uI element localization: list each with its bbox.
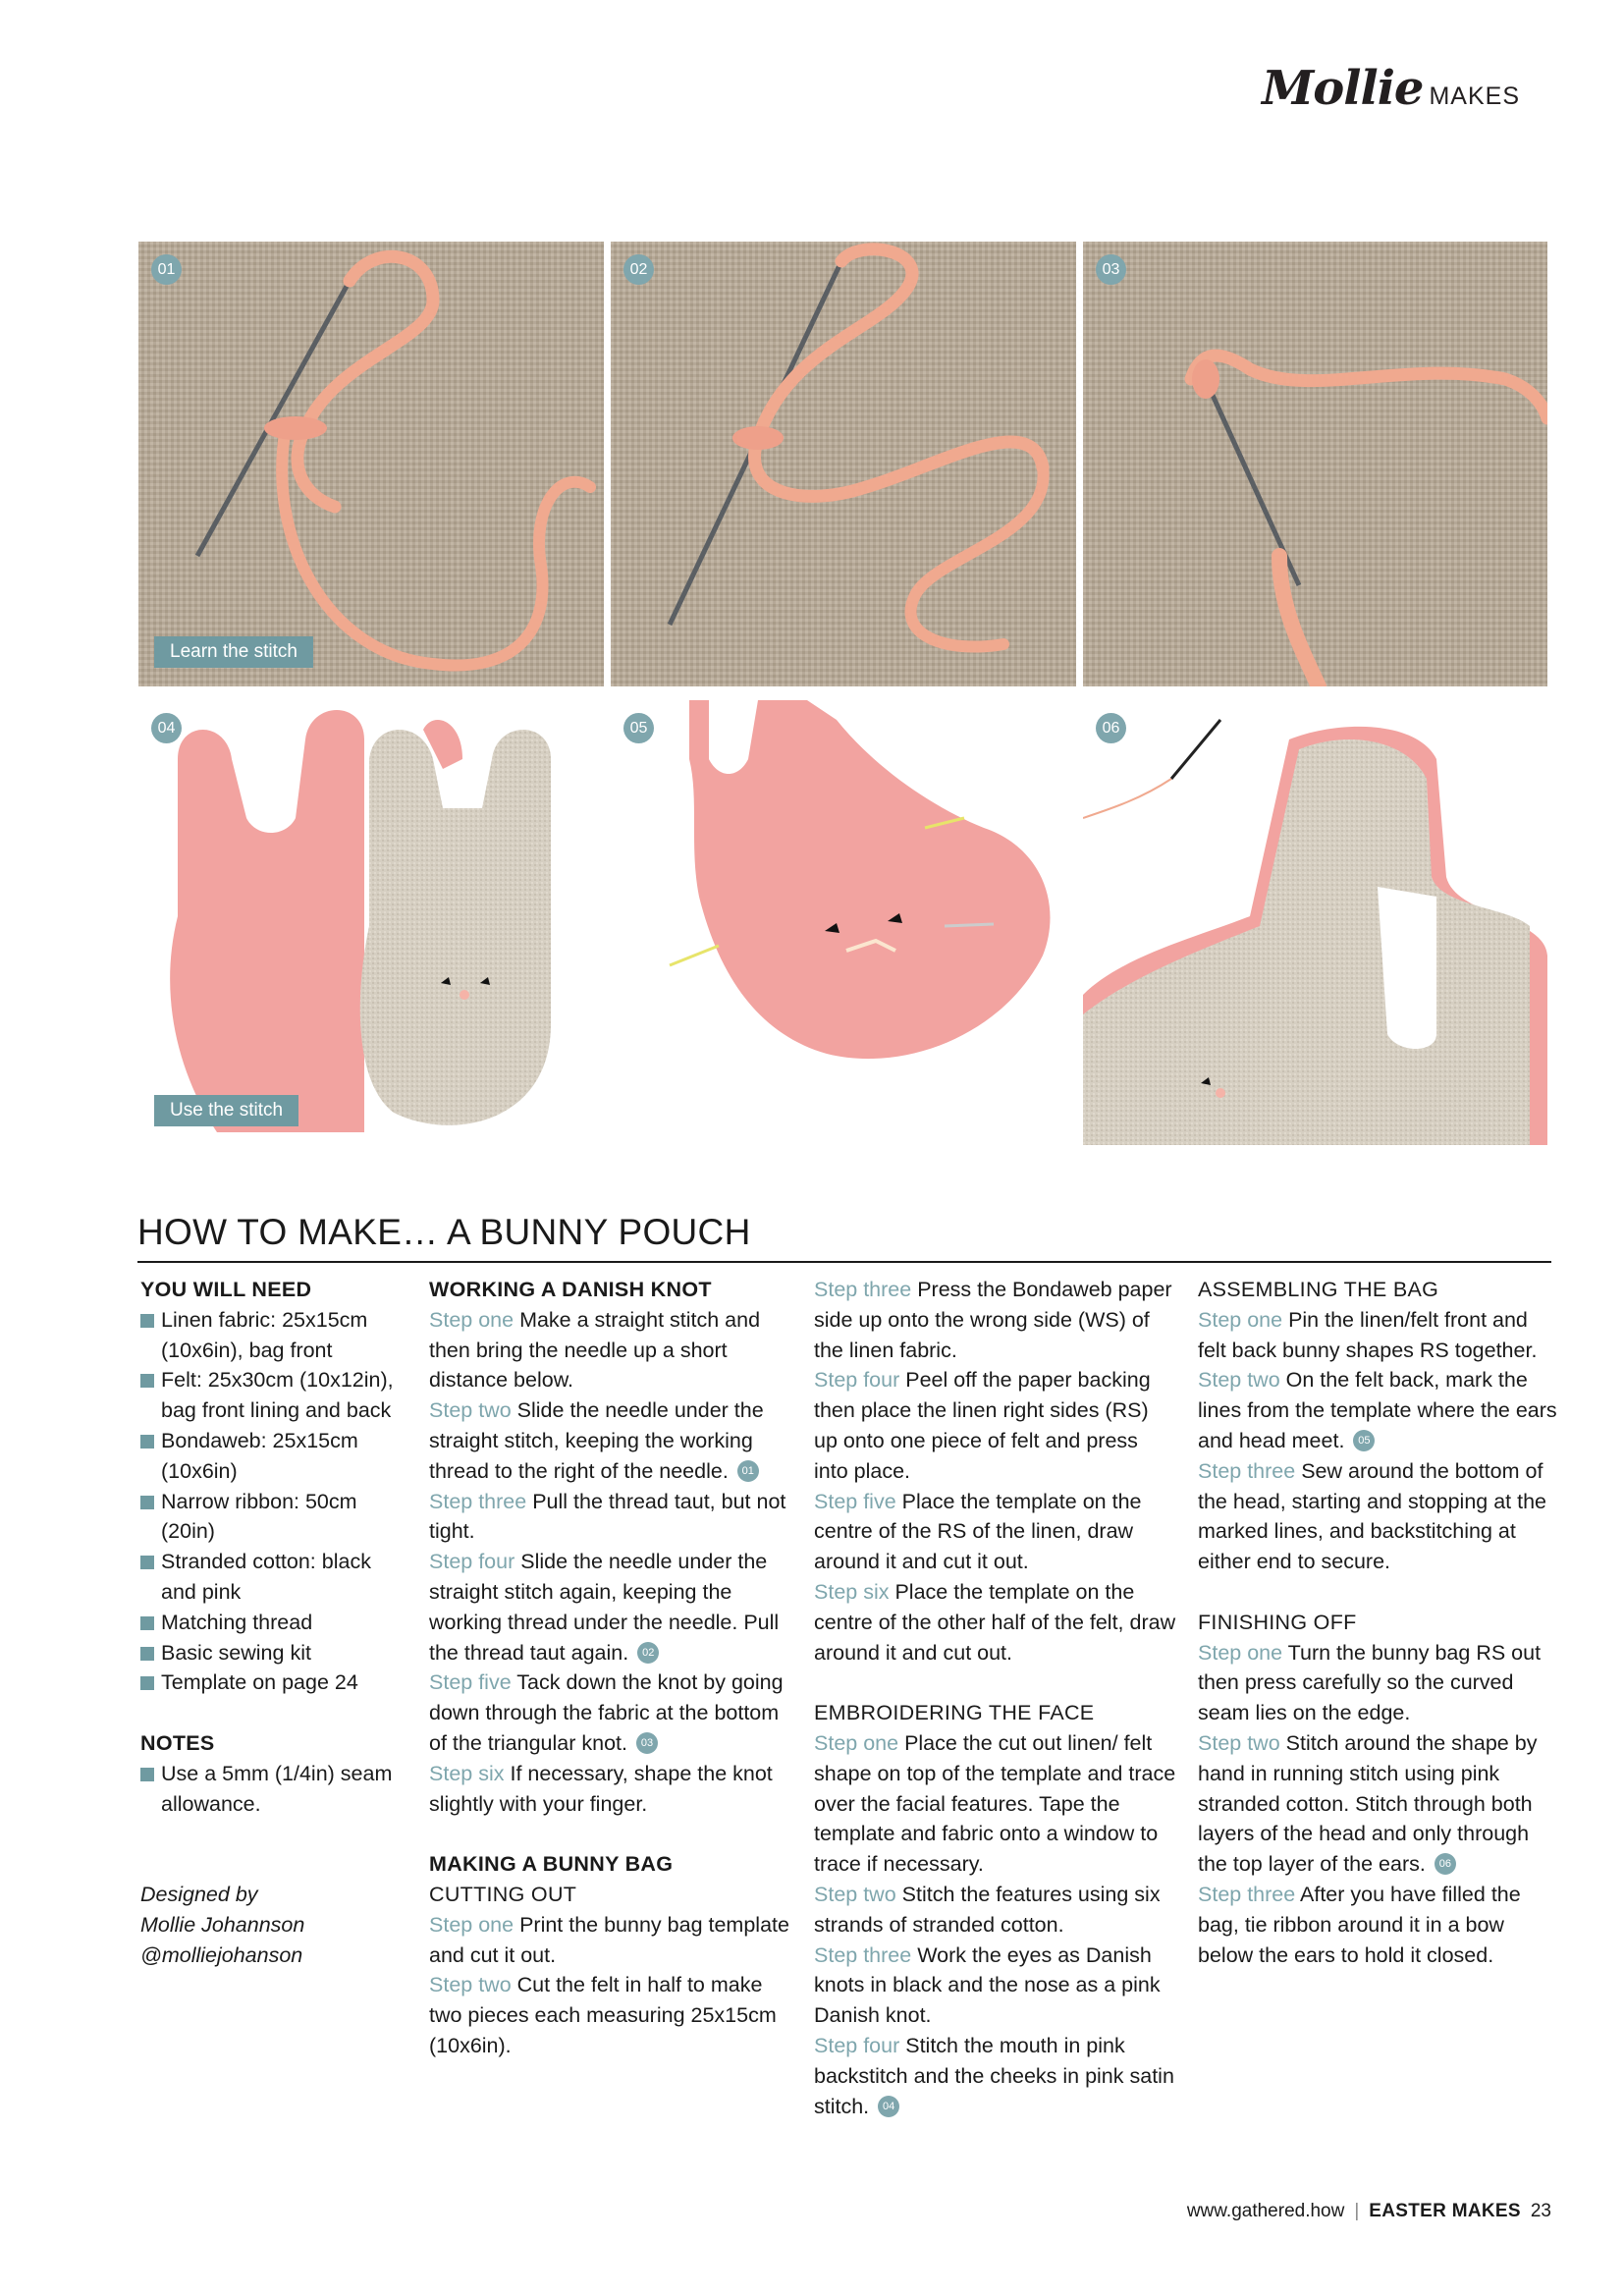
instruction-step	[1198, 1365, 1561, 1455]
you-will-need-heading: YOU WILL NEED	[140, 1278, 312, 1301]
embroidering-heading: EMBROIDERING THE FACE	[814, 1701, 1095, 1725]
instruction-step	[814, 1941, 1177, 2031]
caption-use-stitch: Use the stitch	[154, 1095, 298, 1126]
step-label: Step three	[1198, 1458, 1296, 1483]
step-label: Step three	[429, 1489, 527, 1513]
instruction-step	[814, 1880, 1177, 1941]
step-number-badge: 05	[623, 713, 654, 743]
step-number-badge: 01	[151, 254, 182, 285]
notes-list	[140, 1759, 406, 1820]
photo-ref-badge: 03	[636, 1732, 658, 1754]
instruction-step	[814, 1487, 1177, 1577]
photo-step-06	[1083, 700, 1547, 1145]
instruction-step	[429, 1487, 792, 1548]
footer-magazine: EASTER MAKES	[1369, 2201, 1521, 2221]
column-assembling-finishing	[1198, 1275, 1561, 1970]
photo-step-05	[611, 700, 1076, 1145]
brand-script: Mollie	[1262, 61, 1424, 116]
step-number-badge: 04	[151, 713, 182, 743]
step-label: Step three	[1198, 1882, 1296, 1906]
step-text: Pull the thread taut, but not tight.	[429, 1489, 786, 1544]
list-item: Template on page 24	[140, 1667, 406, 1698]
instruction-step	[1198, 1638, 1561, 1728]
footer-separator: |	[1354, 2201, 1360, 2221]
list-item: Use a 5mm (1/4in) seam allowance.	[140, 1759, 406, 1820]
materials-list	[140, 1305, 406, 1698]
step-text: Slide the needle under the straight stitch again, keeping the working thread under the needle. Pull the thread taut again.	[429, 1550, 780, 1665]
instruction-step	[429, 1667, 792, 1758]
step-text: Stitch the features using six strands of stranded cotton.	[814, 1882, 1161, 1937]
step-label: Step four	[429, 1550, 515, 1574]
designer-name: Mollie Johannson	[140, 1912, 305, 1937]
list-item: Stranded cotton: black and pink	[140, 1547, 406, 1608]
page-title: HOW TO MAKE… A BUNNY POUCH	[137, 1212, 1551, 1263]
step-label: Step one	[429, 1912, 514, 1937]
danish-knot-heading: WORKING A DANISH KNOT	[429, 1278, 712, 1301]
instruction-step	[429, 1910, 792, 1971]
page-number: 23	[1530, 2201, 1551, 2221]
cutting-out-subheading: CUTTING OUT	[429, 1882, 577, 1906]
designer-credit	[140, 1880, 406, 1970]
photo-step-01	[138, 242, 604, 686]
caption-learn-stitch: Learn the stitch	[154, 636, 313, 668]
bunny-bag-heading: MAKING A BUNNY BAG	[429, 1852, 674, 1877]
step-label: Step six	[429, 1761, 505, 1785]
instruction-step	[429, 1547, 792, 1667]
step-text: Work the eyes as Danish knots in black and the nose as a pink Danish knot.	[814, 1942, 1161, 2028]
instruction-step	[1198, 1880, 1561, 1970]
list-item: Matching thread	[140, 1608, 406, 1638]
instruction-step	[814, 2031, 1177, 2121]
step-label: Step one	[814, 1730, 899, 1755]
instruction-step	[429, 1305, 792, 1395]
notes-heading: NOTES	[140, 1730, 215, 1755]
step-label: Step four	[814, 1368, 900, 1393]
list-item: Narrow ribbon: 50cm (20in)	[140, 1487, 406, 1548]
step-number-badge: 03	[1096, 254, 1126, 285]
column-materials	[140, 1275, 406, 1970]
list-item: Linen fabric: 25x15cm (10x6in), bag front	[140, 1305, 406, 1366]
step-text: Make a straight stitch and then bring the needle up a short distance below.	[429, 1307, 761, 1393]
step-label: Step two	[429, 1973, 512, 1997]
step-text: Place the template on the centre of the RS of the linen, draw around it and cut it out.	[814, 1489, 1142, 1574]
step-label: Step one	[1198, 1307, 1283, 1332]
instruction-step	[429, 1970, 792, 2060]
instruction-step	[429, 1759, 792, 1820]
instruction-step	[1198, 1305, 1561, 1366]
step-text: If necessary, shape the knot slightly with your finger.	[429, 1761, 773, 1816]
step-text: Tack down the knot by going down through the fabric at the bottom of the triangular knot.	[429, 1670, 784, 1755]
column-danish-knot	[429, 1275, 792, 2061]
step-label: Step two	[1198, 1368, 1280, 1393]
page-footer	[1187, 2201, 1551, 2222]
instruction-step	[814, 1275, 1177, 1365]
step-label: Step three	[814, 1278, 912, 1301]
step-number-badge: 02	[623, 254, 654, 285]
instruction-step	[814, 1365, 1177, 1486]
step-text: Print the bunny bag template and cut it out.	[429, 1912, 789, 1967]
step-label: Step two	[814, 1882, 896, 1906]
brand-makes: MAKES	[1429, 82, 1520, 110]
step-text: After you have filled the bag, tie ribbon around it in a bow below the ears to hold it closed.	[1198, 1882, 1521, 1967]
footer-url[interactable]: www.gathered.how	[1186, 2201, 1345, 2221]
instruction-step	[1198, 1728, 1561, 1880]
step-text: On the felt back, mark the lines from the template where the ears and head meet.	[1198, 1368, 1557, 1452]
finishing-heading: FINISHING OFF	[1198, 1610, 1357, 1634]
step-label: Step four	[814, 2033, 900, 2057]
column-cutting-embroidering	[814, 1275, 1177, 2121]
brand-logo	[1262, 61, 1520, 116]
step-label: Step five	[429, 1670, 512, 1695]
instruction-step	[814, 1728, 1177, 1880]
list-item: Felt: 25x30cm (10x12in), bag front lining and back	[140, 1365, 406, 1426]
step-label: Step six	[814, 1579, 890, 1604]
instruction-step	[814, 1577, 1177, 1667]
list-item: Bondaweb: 25x15cm (10x6in)	[140, 1426, 406, 1487]
instruction-step	[429, 1395, 792, 1486]
step-text: Cut the felt in half to make two pieces each measuring 25x15cm (10x6in).	[429, 1973, 777, 2057]
step-text: Slide the needle under the straight stitch, keeping the working thread to the right of the needle.	[429, 1398, 764, 1483]
photo-ref-badge: 04	[878, 2096, 899, 2117]
designer-handle: @molliejohanson	[140, 1942, 303, 1967]
photo-ref-badge: 01	[737, 1460, 759, 1482]
step-number-badge: 06	[1096, 713, 1126, 743]
photo-step-02	[611, 242, 1076, 686]
designer-line: Designed by	[140, 1882, 258, 1906]
photo-step-03	[1083, 242, 1547, 686]
step-label: Step five	[814, 1489, 896, 1513]
step-label: Step three	[814, 1942, 912, 1967]
step-text: Turn the bunny bag RS out then press carefully so the curved seam lies on the edge.	[1198, 1640, 1542, 1725]
list-item: Basic sewing kit	[140, 1638, 406, 1668]
step-text: Stitch the mouth in pink backstitch and the cheeks in pink satin stitch.	[814, 2033, 1174, 2118]
step-text: Place the template on the centre of the other half of the felt, draw around it and cut out.	[814, 1579, 1176, 1665]
step-label: Step one	[429, 1307, 514, 1332]
step-text: Sew around the bottom of the head, starting and stopping at the marked lines, and backstitching at either end to secure.	[1198, 1458, 1547, 1574]
step-label: Step two	[429, 1398, 512, 1423]
instruction-step	[1198, 1456, 1561, 1577]
assembling-heading: ASSEMBLING THE BAG	[1198, 1278, 1439, 1301]
step-label: Step two	[1198, 1730, 1280, 1755]
photo-ref-badge: 02	[637, 1642, 659, 1664]
step-label: Step one	[1198, 1640, 1283, 1665]
photo-ref-badge: 06	[1435, 1853, 1456, 1875]
photo-ref-badge: 05	[1353, 1430, 1375, 1451]
step-text: Pin the linen/felt front and felt back bunny shapes RS together.	[1198, 1307, 1538, 1362]
photo-step-04	[138, 700, 604, 1145]
step-text: Press the Bondaweb paper side up onto the wrong side (WS) of the linen fabric.	[814, 1278, 1172, 1362]
step-text: Peel off the paper backing then place the linen right sides (RS) up onto one piece of felt and press into place.	[814, 1368, 1151, 1483]
step-text: Place the cut out linen/ felt shape on top of the template and trace over the facial features. Tape the template and fabric onto a window to trace if necessary.	[814, 1730, 1176, 1877]
step-text: Stitch around the shape by hand in running stitch using pink stranded cotton. Stitch through both layers of the head and only through the top layer of the ears.	[1198, 1730, 1538, 1877]
